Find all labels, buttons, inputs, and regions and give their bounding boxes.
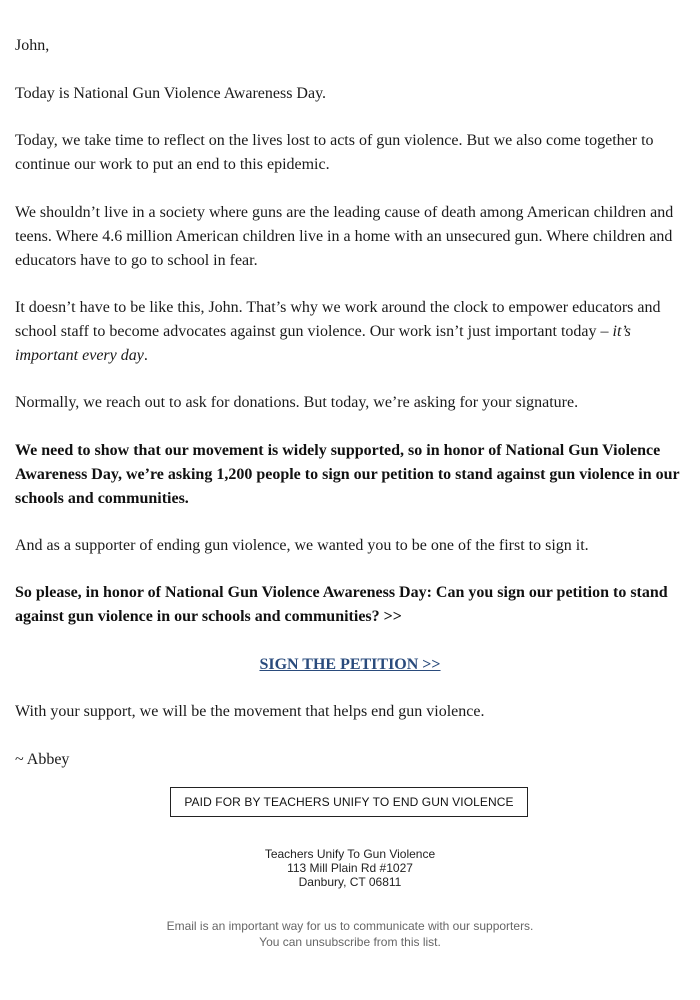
paragraph-society: We shouldn’t live in a society where guns are the leading cause of death among American children and teens. Where 4.6 million American children live in a home with an unsecured gun. Where children and educators have to go to school in fear. xyxy=(15,204,674,269)
paragraph-reflect: Today, we take time to reflect on the lives lost to acts of gun violence. But we also come together to continue our work to put an end to this epidemic. xyxy=(15,132,654,173)
paragraph-first-to-sign: And as a supporter of ending gun violence, we wanted you to be one of the first to sign it. xyxy=(15,537,589,554)
unsubscribe-note: You can unsubscribe from this list. xyxy=(259,935,441,949)
emphasis-every-day: it’s important every day xyxy=(15,323,631,364)
paragraph-not-like-this xyxy=(15,296,685,368)
footer-note xyxy=(0,918,700,950)
paragraph-please-sign: So please, in honor of National Gun Violence Awareness Day: Can you sign our petition to stand against gun violence in our schools and communities? >> xyxy=(15,584,668,625)
greeting: John, xyxy=(15,37,50,54)
paragraph-not-like-this-text: It doesn’t have to be like this, John. That’s why we work around the clock to empower educators and school staff to become advocates against gun violence. Our work isn’t just important today – xyxy=(15,299,661,340)
organization-address xyxy=(0,847,700,889)
paragraph-end-period: . xyxy=(143,347,148,364)
address-line-1: 113 Mill Plain Rd #1027 xyxy=(287,861,413,875)
paid-for-disclaimer: PAID FOR BY TEACHERS UNIFY TO END GUN VIOLENCE xyxy=(170,787,528,817)
signoff: ~ Abbey xyxy=(15,751,70,768)
address-line-2: Danbury, CT 06811 xyxy=(298,875,402,889)
cta-container xyxy=(0,653,700,677)
footer-note-line-1: Email is an important way for us to communicate with our supporters. xyxy=(166,919,534,933)
paragraph-signature-ask: Normally, we reach out to ask for donations. But today, we’re asking for your signature. xyxy=(15,394,579,411)
org-name: Teachers Unify To Gun Violence xyxy=(264,847,436,861)
paragraph-support: With your support, we will be the movement that helps end gun violence. xyxy=(15,703,485,720)
paragraph-awareness-day: Today is National Gun Violence Awareness Day. xyxy=(15,85,327,102)
sign-petition-link[interactable]: SIGN THE PETITION >> xyxy=(259,656,441,673)
paragraph-petition-goal: We need to show that our movement is widely supported, so in honor of National Gun Violence Awareness Day, we’re asking 1,200 people to sign our petition to stand against gun violence in our schools and communities. xyxy=(15,442,680,507)
